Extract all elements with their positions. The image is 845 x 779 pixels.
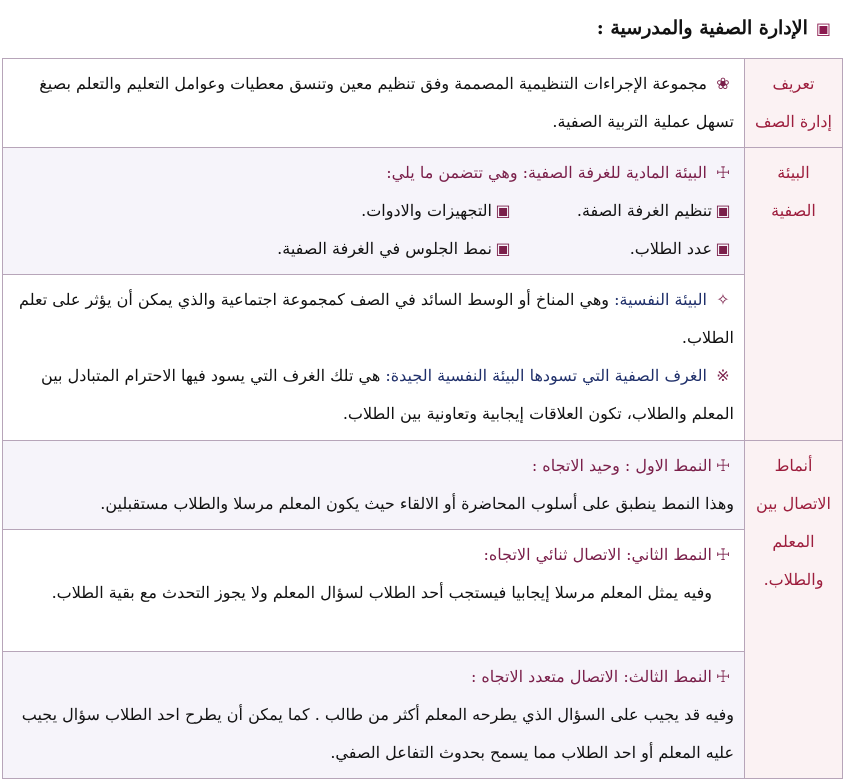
diamond-icon: ✧ [716,290,730,309]
physical-row [3,148,843,275]
cross-icon: ☩ [715,667,731,686]
psychological-row [3,275,843,441]
definition-row [3,59,843,148]
box-bullet-icon: ▣ [715,239,731,258]
content-table [2,58,843,779]
psychological-cell [3,275,745,441]
page-title [14,10,831,46]
cross-icon: ☩ [715,545,731,564]
definition-cell [3,59,745,148]
good-env-term: الغرف الصفية التي تسودها البيئة النفسية الجيدة: [385,366,707,385]
box-bullet-icon: ▣ [495,239,511,258]
definition-text: مجموعة الإجراءات التنظيمية المصممة وفق تنظيم معين وتنسق معطيات وعوامل التعليم والتعلم بصيغ تسهل عملية التربية الصفية. [39,74,734,131]
pattern1-text: وهذا النمط ينطبق على أسلوب المحاضرة أو الالقاء حيث يكون المعلم مرسلا والطلاب مستقبلين. [100,494,734,513]
pattern3-cell [3,652,745,779]
psychological-good [13,357,734,433]
asterisk-icon: ※ [716,366,730,385]
cross-icon: ☩ [715,163,731,182]
pattern2-text: وفيه يمثل المعلم مرسلا إيجابيا فيستجب أحد الطلاب لسؤال المعلم ولا يجوز التحدث مع بقية الطلاب. [51,583,712,602]
good-env-text: هي تلك الغرف التي يسود فيها الاحترام المتبادل بين المعلم والطلاب، تكون العلاقات إيجابية وتعاونية بين الطلاب. [41,366,734,423]
bookmark-icon: ▣ [815,18,831,38]
pattern3-text: وفيه قد يجيب على السؤال الذي يطرحه المعلم أكثر من طالب . كما يمكن أن يطرح احد الطلاب سؤال يجيب عليه المعلم أو احد الطلاب مما يسمح بحدوث التفاعل الصفي. [21,705,734,762]
physical-heading [13,154,734,192]
list-item: ▣تنظيم الغرفة الصفة. [514,192,734,230]
list-item: ▣عدد الطلاب. [514,230,734,268]
box-bullet-icon: ▣ [495,201,511,220]
pattern1-heading: النمط الاول : وحيد الاتجاه : [531,456,712,475]
pattern3-heading: النمط الثالث: الاتصال متعدد الاتجاه : [470,667,712,686]
physical-heading-text: البيئة المادية للغرفة الصفية: وهي تتضمن ما يلي: [386,163,707,182]
physical-cell [3,148,745,275]
classroom-env-label: البيئة الصفية [745,148,843,441]
pattern3-row [3,652,843,779]
cross-icon: ☩ [715,456,731,475]
box-bullet-icon: ▣ [715,201,731,220]
flower-icon: ❀ [716,74,730,93]
pattern1-cell [3,441,745,530]
pattern1-row [3,441,843,530]
psychological-text: وهي المناخ أو الوسط السائد في الصف كمجموعة اجتماعية والذي يمكن أن يؤثر على تعلم الطلاب. [19,290,734,347]
psychological-definition [13,281,734,357]
pattern2-cell [3,530,745,652]
list-item: ▣نمط الجلوس في الغرفة الصفية. [277,230,514,268]
list-item: ▣التجهيزات والادوات. [361,192,514,230]
pattern2-row [3,530,843,652]
page-title-text: الإدارة الصفية والمدرسية : [596,17,808,39]
patterns-label: أنماط الاتصال بين المعلم والطلاب. [745,441,843,779]
definition-label: تعريف إدارة الصف [745,59,843,148]
pattern2-heading: النمط الثاني: الاتصال ثنائي الاتجاه: [483,545,712,564]
psychological-term: البيئة النفسية: [614,290,707,309]
physical-items-line-2 [13,230,734,268]
physical-items-line-1 [13,192,734,230]
